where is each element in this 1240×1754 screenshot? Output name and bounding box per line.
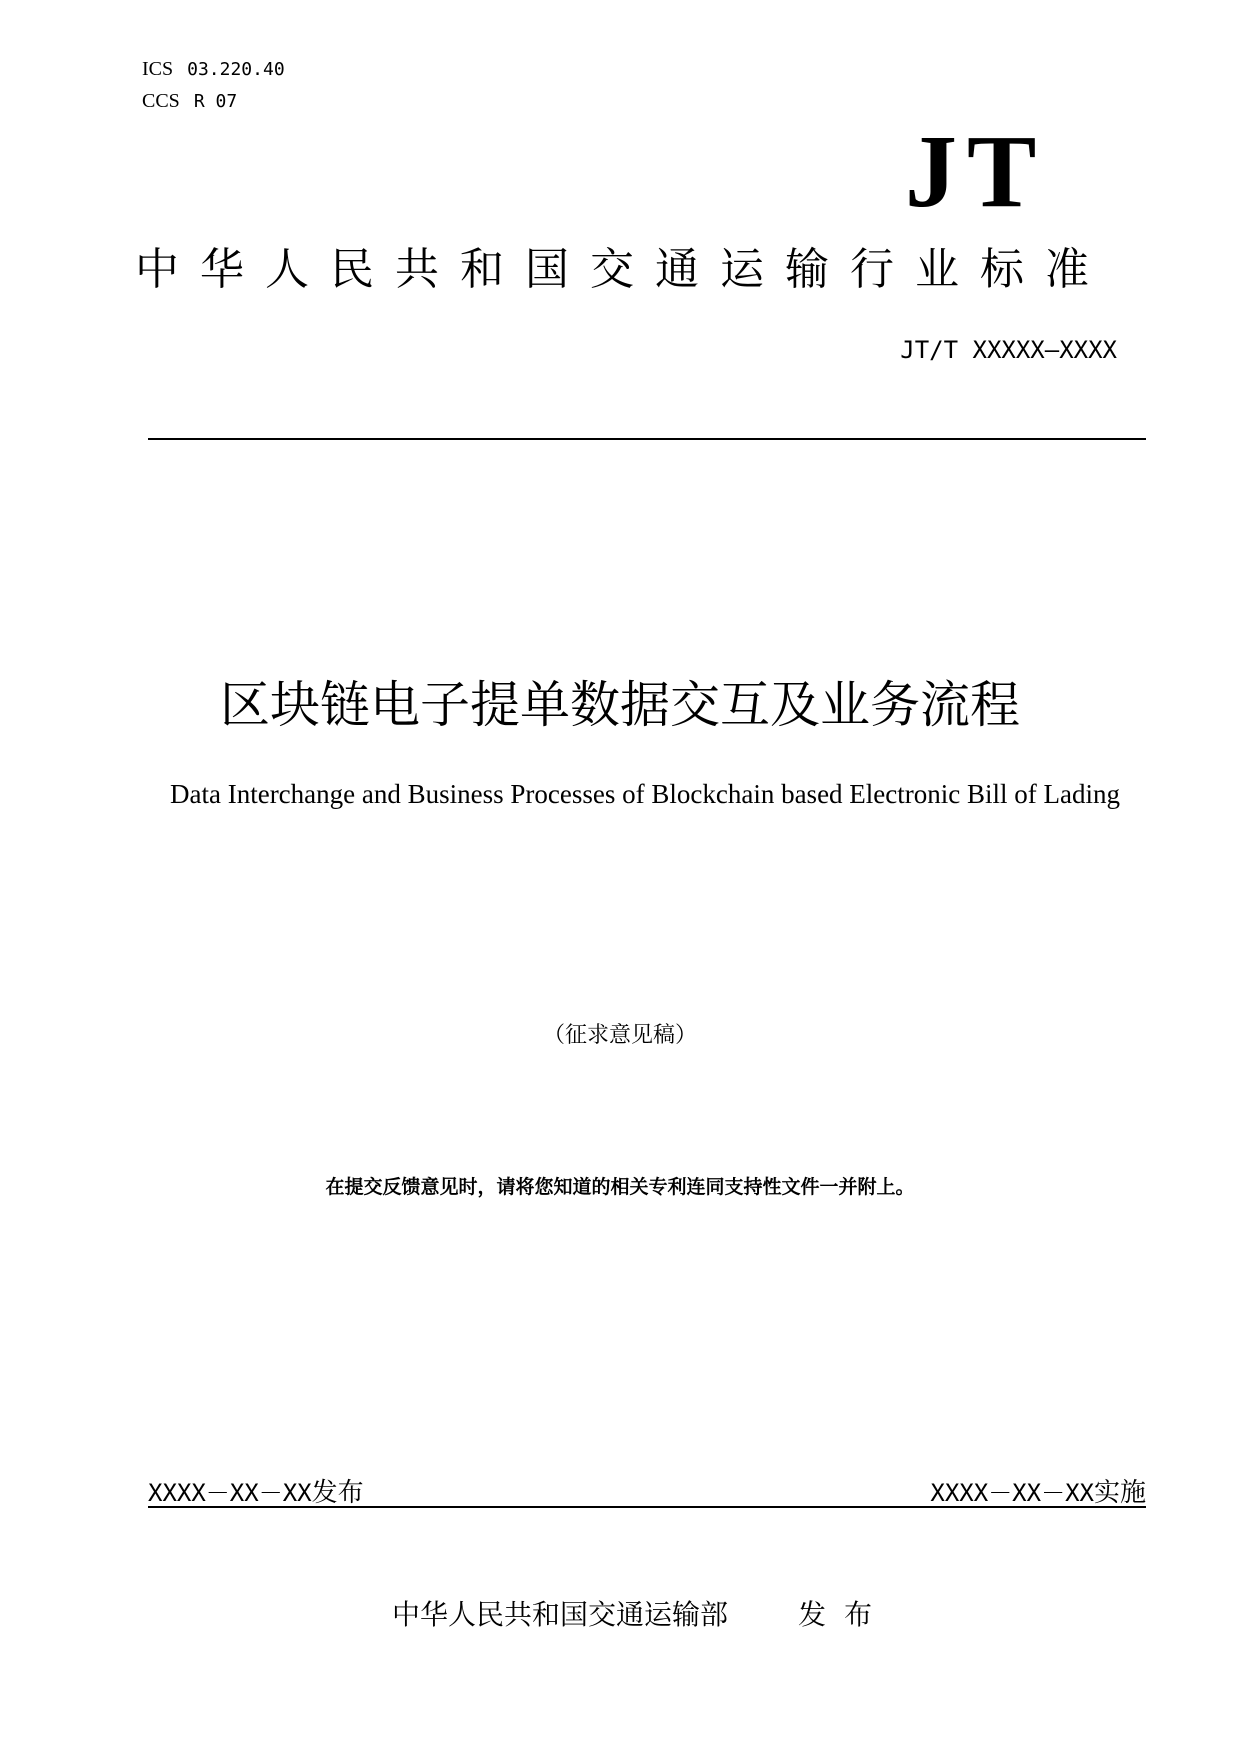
- implement-label: 实施: [1093, 1478, 1146, 1508]
- publisher-name: 中华人民共和国交通运输部: [392, 1598, 729, 1631]
- ics-classification: [142, 58, 285, 81]
- footer-divider: [148, 1506, 1146, 1508]
- draft-status: （征求意见稿）: [542, 1023, 697, 1048]
- standard-number: JT/T XXXXX—XXXX: [900, 336, 1117, 364]
- ics-label: ICS: [142, 58, 174, 80]
- implement-date-line: [930, 1472, 1146, 1509]
- ccs-label: CCS: [142, 90, 180, 112]
- document-title-chinese: 区块链电子提单数据交互及业务流程: [220, 676, 1020, 734]
- ccs-code: R 07: [193, 91, 238, 112]
- standard-type-heading: 中华人民共和国交通运输行业标准: [135, 244, 1110, 295]
- issue-label: 发布: [311, 1478, 364, 1508]
- publish-label: 发布: [798, 1598, 891, 1631]
- jt-logo: JT: [905, 114, 1047, 229]
- patent-notice: 在提交反馈意见时，请将您知道的相关专利连同支持性文件一并附上。: [325, 1176, 915, 1198]
- implement-date: XXXX－XX－XX: [930, 1479, 1094, 1507]
- ccs-classification: [142, 90, 237, 113]
- header-divider: [148, 438, 1146, 440]
- issue-date: XXXX－XX－XX: [148, 1479, 312, 1507]
- document-title-english: Data Interchange and Business Processes of Blockchain based Electronic Bill of Lading: [170, 779, 1120, 809]
- issue-date-line: [148, 1472, 364, 1509]
- ics-code: 03.220.40: [187, 59, 285, 80]
